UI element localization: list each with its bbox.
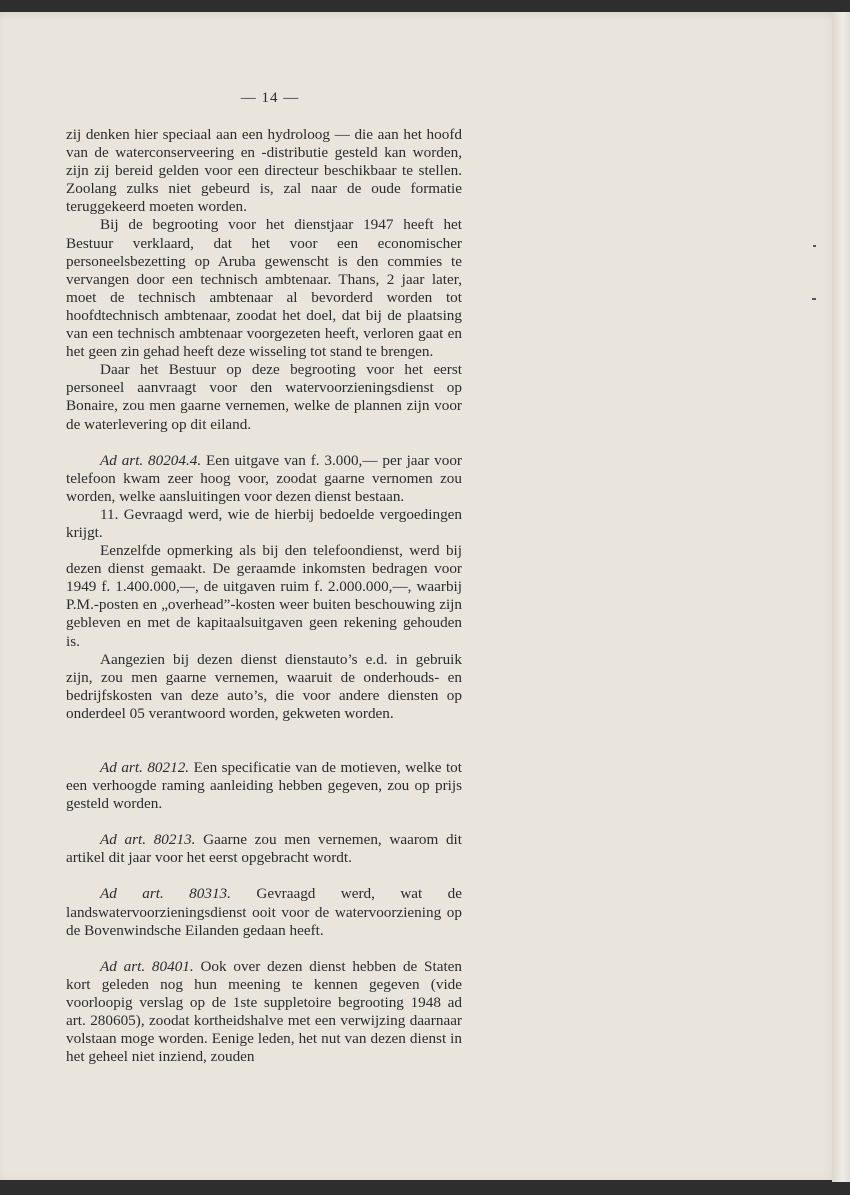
article-paragraph <box>66 831 462 867</box>
page-number: — 14 — <box>240 90 300 106</box>
paragraph-text: Een specificatie van de motieven, welke tot een verhoogde raming aanleiding hebben gegeven, zou op prijs gesteld worden. <box>66 759 462 813</box>
paragraph-gap <box>66 867 462 885</box>
article-reference: Ad art. 80204.4. <box>100 451 202 469</box>
paragraph: 11. Gevraagd werd, wie de hierbij bedoelde vergoedingen krijgt. <box>66 505 462 541</box>
article-reference: Ad art. 80313. <box>100 885 231 903</box>
paragraph-text: Een uitgave van f. 3.000,— per jaar voor telefoon kwam zeer hoog voor, zoodat gaarne vernomen zou worden, welke aansluitingen voor dezen dienst bestaan. <box>66 451 462 505</box>
paragraph: Eenzelfde opmerking als bij den telefoondienst, werd bij dezen dienst gemaakt. De geraamde inkomsten bedragen voor 1949 f. 1.400.000,—, de uitgaven ruim f. 2.000.000,—, waarbij P.M.-posten en „overhead”-kosten weer buiten beschouwing zijn gebleven en met de kapitaalsuitgaven geen rekening gehouden is. <box>66 542 462 650</box>
page-edge <box>832 12 850 1182</box>
paragraph: Daar het Bestuur op deze begrooting voor het eerst personeel aanvraagt voor den watervoorzieningsdienst op Bonaire, zou men gaarne vernemen, welke de plannen zijn voor de waterlevering op dit eiland. <box>66 361 462 433</box>
paragraph-gap <box>66 813 462 831</box>
article-reference: Ad art. 80212. <box>100 759 190 776</box>
paragraph-text: Gevraagd werd, wat de landswatervoorzieningsdienst ooit voor de watervoorziening op de Bovenwindsche Eilanden gedaan heeft. <box>66 885 462 939</box>
article-paragraph <box>66 452 462 506</box>
scan-speck <box>813 245 816 247</box>
paragraph-text: Ook over dezen dienst hebben de Staten kort geleden nog hun meening te kennen gegeven (vide voorloopig verslag op de 1ste suppletoire begrooting 1948 ad art. 280605), zoodat kortheidshalve met een verwijzing daarnaar volstaan moge worden. Eenige leden, het nut van dezen dienst in het geheel niet inziend, zouden <box>66 957 462 1066</box>
paragraph: Bij de begrooting voor het dienstjaar 1947 heeft het Bestuur verklaard, dat het voor een economischer personeelsbezetting op Aruba gewenscht is den commies te vervangen door een technisch ambtenaar. Thans, 2 jaar later, moet de technisch ambtenaar al bevorderd worden tot hoofdtechnisch ambtenaar, zoodat het doel, dat bij de plaatsing van een technisch ambtenaar voorgezeten heeft, verloren gaat en het geen zin gehad heeft deze wisseling tot stand te brengen. <box>66 216 462 361</box>
paragraph-text: Gaarne zou men vernemen, waarom dit artikel dit jaar voor het eerst opgebracht wordt. <box>66 831 462 867</box>
article-paragraph <box>66 759 462 813</box>
article-reference: Ad art. 80401. <box>100 957 194 975</box>
paragraph: zij denken hier speciaal aan een hydroloog — die aan het hoofd van de waterconserveering en -distributie gesteld kan worden, zijn zij bereid gelden voor een directeur beschikbaar te stellen. Zoolang zulks niet gebeurd is, zal naar de oude formatie teruggekeerd moeten worden. <box>66 126 462 216</box>
article-paragraph <box>66 958 462 1067</box>
paragraph-gap <box>66 940 462 958</box>
paragraph: Aangezien bij dezen dienst dienstauto’s e.d. in gebruik zijn, zou men gaarne vernemen, waaruit de onderhouds- en bedrijfskosten van deze auto’s, die voor andere diensten op onderdeel 05 verantwoord worden, gekweten worden. <box>66 650 462 722</box>
article-paragraph <box>66 885 462 939</box>
paragraph-gap <box>66 434 462 452</box>
paragraph-gap <box>66 723 462 759</box>
article-reference: Ad art. 80213. <box>100 831 196 849</box>
scan-speck <box>812 298 816 300</box>
body-text <box>66 126 462 1066</box>
